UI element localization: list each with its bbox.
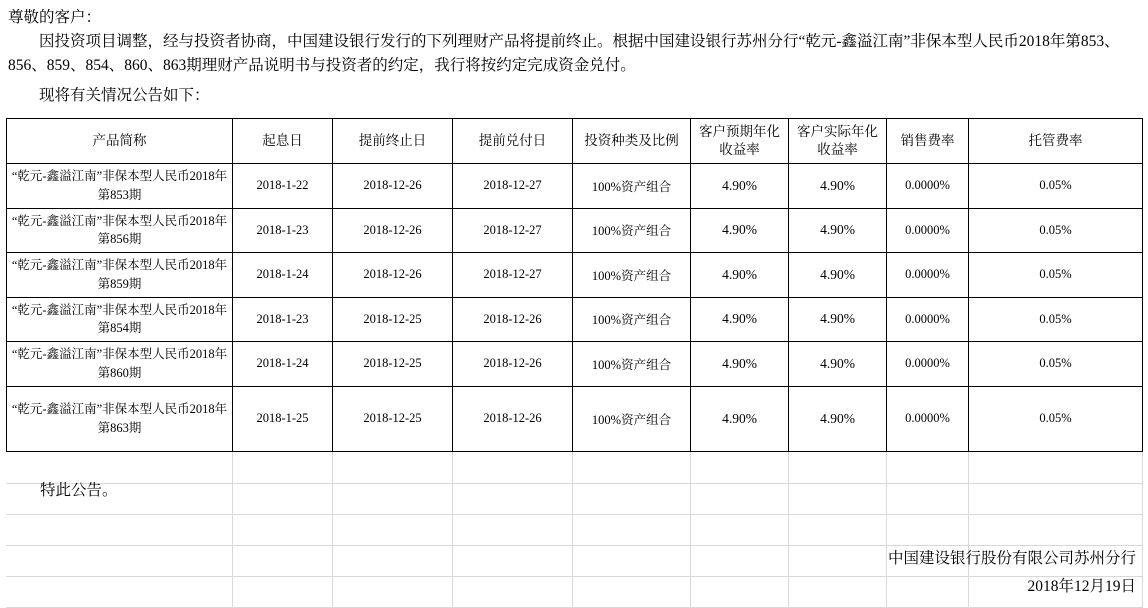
cell-custody-fee: 0.05%: [969, 297, 1143, 342]
cell-product: “乾元-鑫溢江南”非保本型人民币2018年第854期: [7, 297, 233, 342]
grid-cell: [789, 483, 887, 514]
grid-cell: [7, 514, 233, 545]
empty-grid-area: [6, 452, 1143, 608]
cell-terminate-date: 2018-12-25: [333, 386, 453, 451]
grid-cell: [969, 514, 1143, 545]
cell-product: “乾元-鑫溢江南”非保本型人民币2018年第859期: [7, 253, 233, 298]
grid-cell: [887, 576, 969, 607]
table-row: [7, 386, 1143, 451]
grid-cell: [789, 545, 887, 576]
table-row: [7, 253, 1143, 298]
cell-terminate-date: 2018-12-25: [333, 342, 453, 387]
grid-cell: [789, 452, 887, 483]
cell-investment: 100%资产组合: [573, 386, 691, 451]
table-row: [7, 208, 1143, 253]
cell-expected-rate: 4.90%: [691, 342, 789, 387]
grid-cell: [233, 452, 333, 483]
grid-cell: [691, 483, 789, 514]
cell-start-date: 2018-1-24: [233, 253, 333, 298]
grid-cell: [453, 483, 573, 514]
cell-investment: 100%资产组合: [573, 208, 691, 253]
table-row: [7, 342, 1143, 387]
cell-start-date: 2018-1-23: [233, 297, 333, 342]
grid-cell: [233, 514, 333, 545]
cell-investment: 100%资产组合: [573, 253, 691, 298]
grid-cell: [573, 483, 691, 514]
grid-cell: [333, 545, 453, 576]
cell-investment: 100%资产组合: [573, 297, 691, 342]
cell-actual-rate: 4.90%: [789, 208, 887, 253]
grid-cell: [573, 545, 691, 576]
cell-investment: 100%资产组合: [573, 342, 691, 387]
grid-cell: [573, 576, 691, 607]
grid-cell: [573, 452, 691, 483]
grid-cell: [573, 514, 691, 545]
cell-product: “乾元-鑫溢江南”非保本型人民币2018年第863期: [7, 386, 233, 451]
grid-row: [7, 483, 1143, 514]
grid-cell: [453, 452, 573, 483]
cell-expected-rate: 4.90%: [691, 386, 789, 451]
cell-product: “乾元-鑫溢江南”非保本型人民币2018年第860期: [7, 342, 233, 387]
cell-sales-fee: 0.0000%: [887, 386, 969, 451]
cell-payment-date: 2018-12-26: [453, 297, 573, 342]
cell-expected-rate: 4.90%: [691, 297, 789, 342]
grid-cell: [453, 545, 573, 576]
grid-cell: [7, 576, 233, 607]
cell-terminate-date: 2018-12-26: [333, 164, 453, 209]
cell-expected-rate: 4.90%: [691, 253, 789, 298]
grid-row: [7, 576, 1143, 607]
cell-start-date: 2018-1-22: [233, 164, 333, 209]
signature-organization: 中国建设银行股份有限公司苏州分行: [887, 550, 1136, 567]
grid-cell: [789, 514, 887, 545]
cell-custody-fee: 0.05%: [969, 253, 1143, 298]
column-header-start-date: 起息日: [233, 119, 333, 164]
grid-cell: [691, 545, 789, 576]
closing-notice: 特此公告。: [40, 482, 118, 499]
cell-actual-rate: 4.90%: [789, 164, 887, 209]
cell-product: “乾元-鑫溢江南”非保本型人民币2018年第856期: [7, 208, 233, 253]
cell-actual-rate: 4.90%: [789, 342, 887, 387]
cell-payment-date: 2018-12-27: [453, 253, 573, 298]
column-header-payment-date: 提前兑付日: [453, 119, 573, 164]
column-header-actual-rate: 客户实际年化收益率: [789, 119, 887, 164]
grid-cell: [333, 452, 453, 483]
cell-sales-fee: 0.0000%: [887, 253, 969, 298]
cell-product: “乾元-鑫溢江南”非保本型人民币2018年第853期: [7, 164, 233, 209]
cell-custody-fee: 0.05%: [969, 164, 1143, 209]
column-header-terminate-date: 提前终止日: [333, 119, 453, 164]
cell-terminate-date: 2018-12-25: [333, 297, 453, 342]
grid-cell: [233, 545, 333, 576]
signature-date: 2018年12月19日: [1027, 578, 1136, 595]
grid-cell: [333, 576, 453, 607]
cell-custody-fee: 0.05%: [969, 342, 1143, 387]
grid-cell: [887, 483, 969, 514]
cell-payment-date: 2018-12-27: [453, 208, 573, 253]
grid-cell: [789, 576, 887, 607]
paragraph-announcement-lead: 现将有关情况公告如下：: [39, 87, 210, 105]
grid-cell: [691, 514, 789, 545]
cell-actual-rate: 4.90%: [789, 386, 887, 451]
grid-cell: [233, 483, 333, 514]
cell-start-date: 2018-1-23: [233, 208, 333, 253]
table-row: [7, 164, 1143, 209]
cell-actual-rate: 4.90%: [789, 253, 887, 298]
column-header-investment: 投资种类及比例: [573, 119, 691, 164]
grid-cell: [969, 483, 1143, 514]
table-header-row: [7, 119, 1143, 164]
cell-sales-fee: 0.0000%: [887, 164, 969, 209]
column-header-expected-rate: 客户预期年化收益率: [691, 119, 789, 164]
products-table: [6, 118, 1143, 452]
grid-cell: [887, 514, 969, 545]
cell-expected-rate: 4.90%: [691, 164, 789, 209]
column-header-sales-fee: 销售费率: [887, 119, 969, 164]
grid-cell: [691, 452, 789, 483]
grid-cell: [333, 483, 453, 514]
grid-cell: [7, 545, 233, 576]
grid-cell: [691, 576, 789, 607]
grid-cell: [453, 514, 573, 545]
intro-text-block: [0, 0, 1148, 108]
grid-cell: [887, 452, 969, 483]
cell-payment-date: 2018-12-26: [453, 342, 573, 387]
grid-cell: [233, 576, 333, 607]
column-header-product: 产品简称: [7, 119, 233, 164]
cell-payment-date: 2018-12-26: [453, 386, 573, 451]
cell-custody-fee: 0.05%: [969, 208, 1143, 253]
column-header-custody-fee: 托管费率: [969, 119, 1143, 164]
grid-row: [7, 452, 1143, 483]
cell-investment: 100%资产组合: [573, 164, 691, 209]
grid-cell: [969, 452, 1143, 483]
cell-payment-date: 2018-12-27: [453, 164, 573, 209]
cell-custody-fee: 0.05%: [969, 386, 1143, 451]
grid-cell: [333, 514, 453, 545]
table-row: [7, 297, 1143, 342]
cell-start-date: 2018-1-24: [233, 342, 333, 387]
salutation: 尊敬的客户：: [8, 9, 102, 26]
cell-start-date: 2018-1-25: [233, 386, 333, 451]
grid-cell: [453, 576, 573, 607]
cell-sales-fee: 0.0000%: [887, 342, 969, 387]
cell-expected-rate: 4.90%: [691, 208, 789, 253]
cell-terminate-date: 2018-12-26: [333, 253, 453, 298]
cell-sales-fee: 0.0000%: [887, 297, 969, 342]
cell-terminate-date: 2018-12-26: [333, 208, 453, 253]
cell-sales-fee: 0.0000%: [887, 208, 969, 253]
cell-actual-rate: 4.90%: [789, 297, 887, 342]
grid-row: [7, 514, 1143, 545]
paragraph-termination-notice: 因投资项目调整，经与投资者协商，中国建设银行发行的下列理财产品将提前终止。根据中国建设银行苏州分行“乾元-鑫溢江南”非保本型人民币2018年第853、856、859、854、860、863期理财产品说明书与投资者的约定，我行将按约定完成资金兑付。: [8, 33, 1120, 75]
